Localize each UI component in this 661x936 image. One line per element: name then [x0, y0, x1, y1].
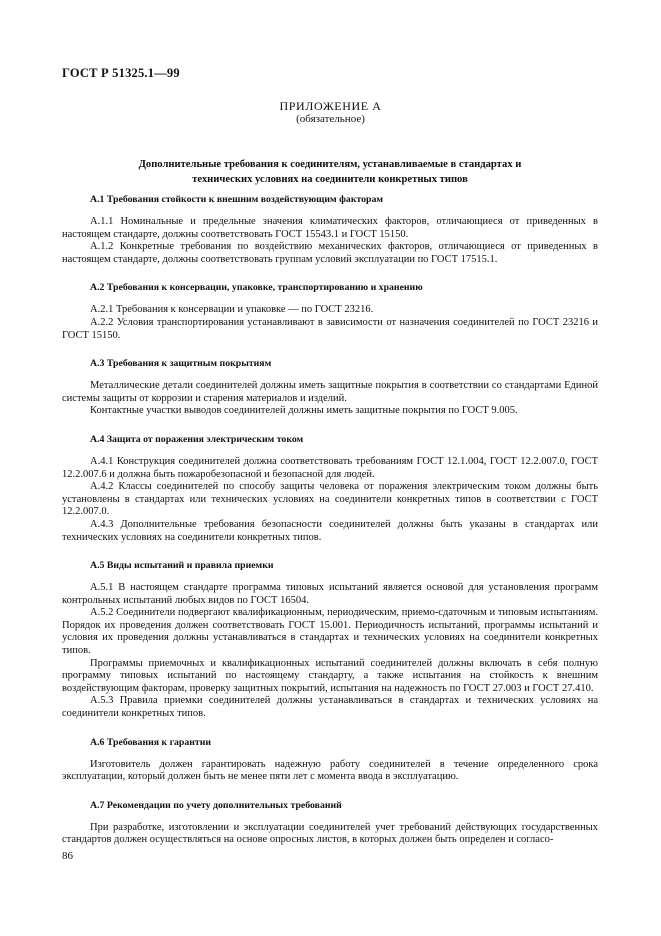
paragraph: А.4.2 Классы соединителей по способу защиты человека от поражения электрическим током должны быть установлены в стандартах или технических условиях на соединители конкретных типов в соответствии с ГОСТ 12.2.007.0. [62, 481, 598, 518]
section-a4 [62, 433, 598, 544]
section-a5 [62, 559, 598, 721]
section-heading: А.3 Требования к защитным покрытиям [90, 358, 272, 370]
appendix-title: ПРИЛОЖЕНИЕ А [279, 99, 382, 113]
section-heading: А.5 Виды испытаний и правила приемки [90, 560, 274, 572]
paragraph: А.5.3 Правила приемки соединителей должны устанавливаться в стандартах и технических условиях на соединители конкретных типов. [62, 695, 598, 720]
paragraph: Металлические детали соединителей должны иметь защитные покрытия в соответствии со стандартами Единой системы защиты от коррозии и старения материалов и изделий. [62, 380, 598, 404]
section-heading: А.4 Защита от поражения электрическим током [90, 433, 304, 445]
page-number: 86 [62, 850, 73, 862]
standard-code: ГОСТ Р 51325.1—99 [62, 66, 180, 80]
paragraph: А.1.2 Конкретные требования по воздействию механических факторов, отличающиеся от приведенных в настоящем стандарте, должны соответствовать группам условий эксплуатации по ГОСТ 17515.1. [62, 241, 598, 265]
section-a7 [62, 799, 598, 847]
main-title-line-2: технических условиях на соединители конкретных типов [192, 174, 468, 185]
appendix-header [0, 100, 661, 126]
paragraph: Контактные участки выводов соединителей должны иметь защитные покрытия по ГОСТ 9.005. [90, 405, 518, 417]
section-a6 [62, 736, 598, 784]
paragraph: Изготовитель должен гарантировать надежную работу соединителей в течение определенного срока эксплуатации, который должен быть не менее пяти лет с момента ввода в эксплуатацию. [62, 758, 598, 783]
paragraph: Программы приемочных и квалификационных испытаний соединителей должны включать в себя полную программу типовых испытаний по настоящему стандарту, а также испытания на стойкость к внешним воздействующим факторам, проверку защитных покрытий, испытания на надежность по ГОСТ 27.003 и ГОСТ 27.410. [62, 657, 598, 694]
paragraph: А.2.1 Требования к консервации и упаковке — по ГОСТ 23216. [90, 304, 374, 316]
paragraph: А.4.3 Дополнительные требования безопасности соединителей должны быть указаны в стандартах или технических условиях на соединители конкретных типов. [62, 518, 598, 543]
paragraph: При разработке, изготовлении и эксплуатации соединителей учет требований действующих государственных стандартов должен осуществляться на основе опросных листов, в которых должен быть определен и согласо- [62, 821, 598, 846]
paragraph: А.5.2 Соединители подвергают квалификационным, периодическим, приемо-сдаточным и типовым испытаниям. Порядок их проведения должен соответствовать ГОСТ 15.001. Периодичность испытаний, программы испытаний и условия их проведения должны устанавливаться в стандартах и технических условиях на соединители конкретных типов. [62, 607, 598, 657]
paragraph: А.4.1 Конструкция соединителей должна соответствовать требованиям ГОСТ 12.1.004, ГОСТ 12.2.007.0, ГОСТ 12.2.007.6 и должна быть пожаробезопасной и безопасной для людей. [62, 455, 598, 480]
section-heading: А.2 Требования к консервации, упаковке, транспортированию и хранению [90, 282, 423, 294]
section-heading: А.1 Требования стойкости к внешним воздействующим факторам [90, 194, 384, 205]
paragraph: А.2.2 Условия транспортирования устанавливают в зависимости от назначения соединителей по ГОСТ 23216 и ГОСТ 15150. [62, 316, 598, 341]
section-a3 [62, 357, 598, 418]
section-a1 [62, 193, 598, 266]
main-title-line-1: Дополнительные требования к соединителям, устанавливаемые в стандартах и [138, 159, 522, 170]
paragraph: А.5.1 В настоящем стандарте программа типовых испытаний является основой для установления программ контрольных испытаний любых видов по ГОСТ 16504. [62, 582, 598, 606]
section-a2 [62, 281, 598, 342]
document-body [62, 188, 598, 847]
paragraph: А.1.1 Номинальные и предельные значения климатических факторов, отличающиеся от приведенных в настоящем стандарте, должны соответствовать ГОСТ 15543.1 и ГОСТ 15150. [62, 216, 598, 240]
section-heading: А.7 Рекомендации по учету дополнительных требований [90, 799, 342, 811]
appendix-status: (обязательное) [296, 113, 365, 125]
section-heading: А.6 Требования к гарантии [90, 736, 212, 748]
main-title [62, 157, 598, 187]
